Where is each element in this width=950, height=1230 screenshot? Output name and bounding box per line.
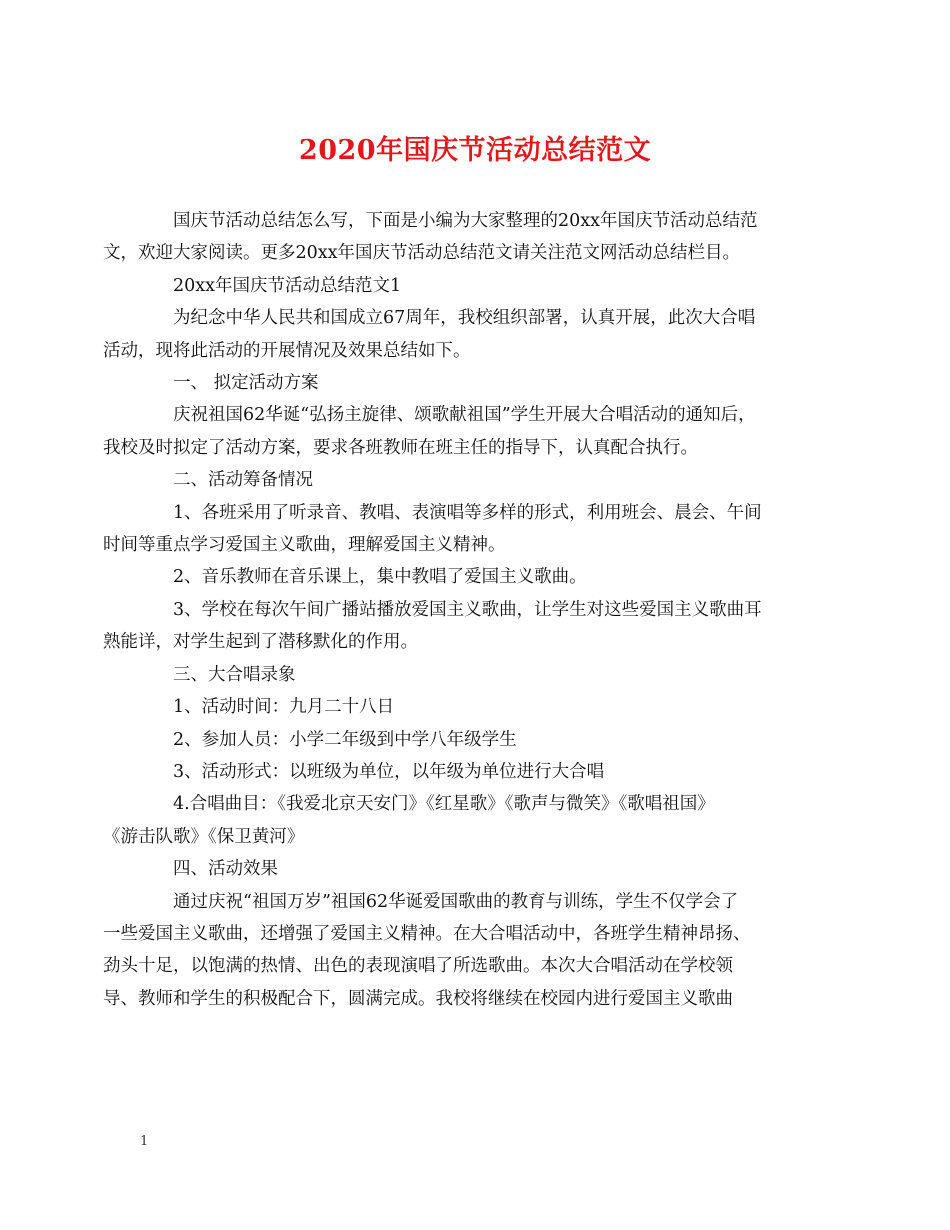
paragraph [103,399,838,464]
paragraph-line: 熟能详，对学生起到了潜移默化的作用。 [103,632,418,653]
document-body [103,205,838,1015]
paragraph-line: 20xx年国庆节活动总结范文1 [173,275,402,296]
paragraph [138,270,838,302]
paragraph-line: 庆祝祖国62华诞“弘扬主旋律、颂歌献祖国”学生开展大合唱活动的通知后， [173,405,756,426]
page-number: 1 [140,1134,149,1149]
paragraph-line: 三、大合唱录象 [173,664,296,685]
paragraph [138,691,838,723]
paragraph [103,205,838,270]
paragraph [138,756,838,788]
paragraph [138,659,838,691]
paragraph-line: 1、各班采用了听录音、教唱、表演唱等多样的形式，利用班会、晨会、午间 [173,502,762,523]
paragraph-line: 2、参加人员：小学二年级到中学八年级学生 [173,729,517,750]
paragraph-line: 活动，现将此活动的开展情况及效果总结如下。 [103,340,471,361]
paragraph-line: 通过庆祝“祖国万岁”祖国62华诞爱国歌曲的教育与训练，学生不仅学会了 [173,891,739,912]
paragraph-line: 劲头十足，以饱满的热情、出色的表现演唱了所选歌曲。本次大合唱活动在学校领 [103,956,733,977]
paragraph-line: 一些爱国主义歌曲，还增强了爱国主义精神。在大合唱活动中，各班学生精神昂扬、 [103,923,751,944]
paragraph-line: 四、活动效果 [173,859,278,880]
paragraph [138,724,838,756]
paragraph [138,561,838,593]
paragraph-line: 时间等重点学习爱国主义歌曲，理解爱国主义精神。 [103,535,506,556]
paragraph-line: 一、 拟定活动方案 [173,373,319,394]
paragraph-line: 1、活动时间：九月二十八日 [173,697,395,718]
paragraph-line: 二、活动筹备情况 [173,470,313,491]
paragraph-line: 2、音乐教师在音乐课上，集中教唱了爱国主义歌曲。 [173,567,587,588]
paragraph-line: 3、学校在每次午间广播站播放爱国主义歌曲，让学生对这些爱国主义歌曲耳 [173,599,762,620]
document-title: 2020年国庆节活动总结范文 [298,135,652,166]
paragraph [103,886,838,1016]
paragraph-line: 3、活动形式：以班级为单位，以年级为单位进行大合唱 [173,761,605,782]
paragraph [103,497,838,562]
paragraph [138,853,838,885]
paragraph [103,594,838,659]
paragraph-line: 为纪念中华人民共和国成立67周年，我校组织部署，认真开展，此次大合唱 [173,308,756,329]
paragraph-line: 我校及时拟定了活动方案，要求各班教师在班主任的指导下，认真配合执行。 [103,437,698,458]
paragraph [103,788,838,853]
paragraph [138,367,838,399]
paragraph-line: 导、教师和学生的积极配合下，圆满完成。我校将继续在校园内进行爱国主义歌曲 [103,988,733,1009]
paragraph-line: 《游击队歌》《保卫黄河》 [103,826,305,847]
paragraph-line: 国庆节活动总结怎么写，下面是小编为大家整理的20xx年国庆节活动总结范 [173,211,758,231]
paragraph [138,464,838,496]
paragraph-line: 4.合唱曲目：《我爱北京天安门》《红星歌》《歌声与微笑》《歌唱祖国》 [173,794,715,815]
paragraph-line: 文，欢迎大家阅读。更多20xx年国庆节活动总结范文请关注范文网活动总结栏目。 [103,243,741,264]
paragraph [103,302,838,367]
